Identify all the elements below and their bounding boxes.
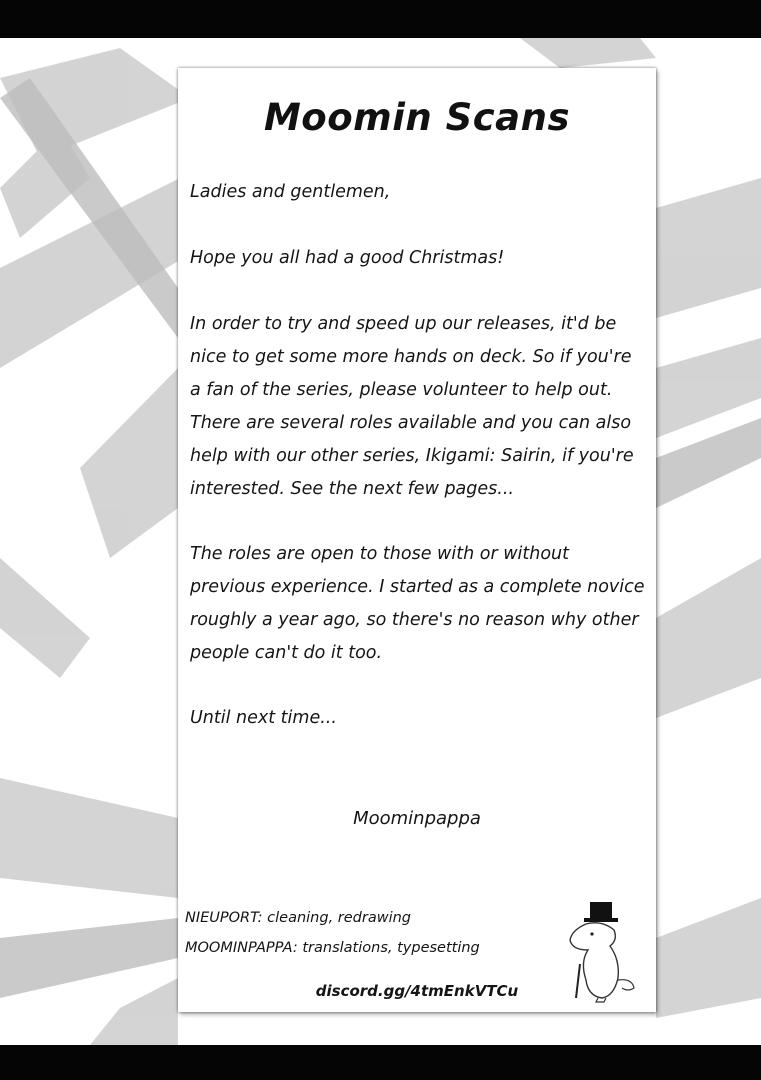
greeting: Ladies and gentlemen,	[190, 182, 391, 202]
paragraph-3: The roles are open to those with or without previous experience. I started as a complete novice roughly a year ago, so there's no reason why other people can't do it too.	[190, 544, 645, 663]
paragraph-closing	[190, 702, 645, 735]
moominpappa-top-hat-icon	[562, 900, 644, 1004]
credit-moominpappa: MOOMINPAPPA: translations, typesetting	[185, 940, 480, 956]
paragraph-recruitment	[190, 308, 645, 506]
bottom-black-bar	[0, 1045, 761, 1080]
signature: Moominpappa	[353, 808, 481, 829]
paragraph-4: Until next time...	[190, 708, 337, 728]
credit-nieuport: NIEUPORT: cleaning, redrawing	[185, 910, 412, 926]
top-black-bar	[0, 0, 761, 38]
paragraph-1: Hope you all had a good Christmas!	[190, 248, 505, 268]
discord-link[interactable]: discord.gg/4tmEnkVTCu	[315, 982, 519, 1000]
paragraph-christmas	[190, 242, 645, 275]
greeting-text	[190, 176, 645, 209]
paragraph-2: In order to try and speed up our releases, it'd be nice to get some more hands on deck. So if you're a fan of the series, please volunteer to help out. There are several roles available and you can also help with our other series, Ikigami: Sairin, if you're interested. See the next few pages...	[190, 314, 634, 499]
notice-card	[178, 68, 656, 1012]
paragraph-experience	[190, 538, 645, 670]
page-title: Moomin Scans	[263, 96, 571, 139]
